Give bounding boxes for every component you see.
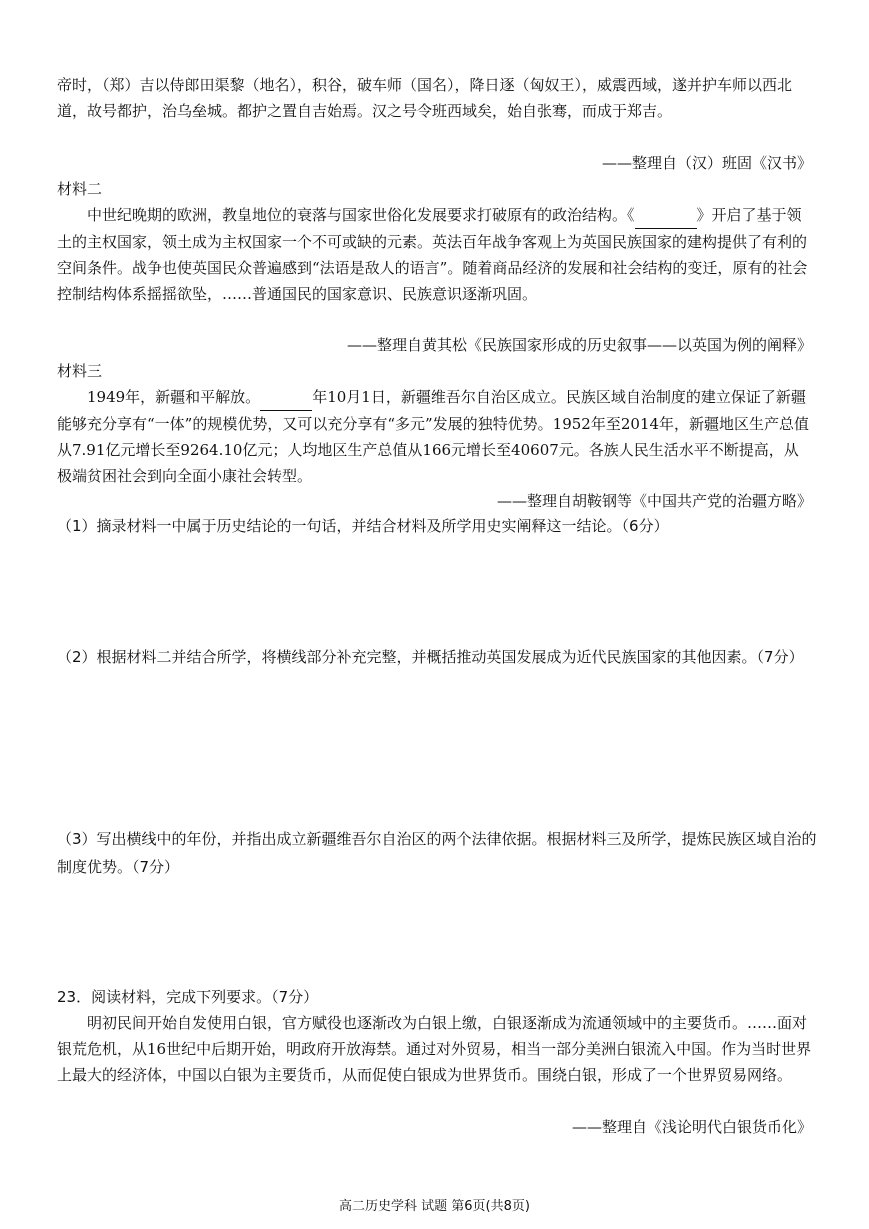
material2-text (57, 202, 812, 307)
material3-text (57, 384, 812, 489)
material1-source: ——整理自（汉）班固《汉书》 (601, 154, 812, 172)
question-2: （2）根据材料二并结合所学，将横线部分补充完整，并概括推动英国发展成为近代民族国家的其他因素。（7分） (57, 648, 804, 666)
material3-text-b: 年10月1日，新疆维吾尔自治区成立。民族区域自治制度的建立保证了新疆能够充分享有“一体”的规模优势，又可以充分享有“多元”发展的独特优势。1952年至2014年，新疆地区生产总值从7.91亿元增长至9264.10亿元；人均地区生产总值从166元增长至40607元。各族人民生活水平不断提高，从极端贫困社会到向全面小康社会转型。 (57, 388, 810, 485)
answer-area-2[interactable] (57, 705, 812, 820)
material2-text-b: 》开启了基于领土的主权国家，领土成为主权国家一个不可或缺的元素。英法百年战争客观上为英国民族国家的建构提供了有利的空间条件。战争也使英国民众普遍感到“法语是敌人的语言”。随着商品经济的发展和社会结构的变迁，原有的社会控制结构体系摇摇欲坠，……普通国民的国家意识、民族意识逐渐巩固。 (57, 206, 808, 303)
material3-source: ——整理自胡鞍钢等《中国共产党的治疆方略》 (496, 492, 812, 510)
fill-blank-line[interactable] (635, 202, 697, 229)
answer-area-1[interactable] (57, 545, 812, 640)
year-blank-line[interactable] (260, 384, 312, 411)
material2-source: ——整理自黄其松《民族国家形成的历史叙事——以英国为例的阐释》 (346, 336, 812, 354)
question-3: （3）写出横线中的年份，并指出成立新疆维吾尔自治区的两个法律依据。根据材料三及所学，提炼民族区域自治的制度优势。（7分） (57, 830, 817, 876)
question-23-heading: 23．阅读材料，完成下列要求。（7分） (57, 988, 319, 1006)
material3-label: 材料三 (57, 362, 103, 380)
material3-text-a: 1949年，新疆和平解放。 (87, 388, 261, 406)
question-1: （1）摘录材料一中属于历史结论的一句话，并结合材料及所学用史实阐释这一结论。（6分） (57, 517, 669, 535)
material2-text-a: 中世纪晚期的欧洲，教皇地位的衰落与国家世俗化发展要求打破原有的政治结构。《 (87, 206, 635, 224)
material2-label: 材料二 (57, 180, 103, 198)
material1-text: 帝时，（郑）吉以侍郎田渠黎（地名），积谷，破车师（国名），降日逐（匈奴王），威震西域，遂并护车师以西北道，故号都护，治乌垒城。都护之置自吉始焉。汉之号令班西域矣，始自张骞，而成于郑吉。 (57, 76, 793, 120)
question-23-source: ——整理自《浅论明代白银货币化》 (571, 1118, 812, 1136)
page-footer: 高二历史学科 试题 第6页(共8页) (339, 1199, 530, 1214)
answer-area-3[interactable] (57, 885, 812, 980)
question-23-material: 明初民间开始自发使用白银，官方赋役也逐渐改为白银上缴，白银逐渐成为流通领域中的主要货币。……面对银荒危机，从16世纪中后期开始，明政府开放海禁。通过对外贸易，相当一部分美洲白银流入中国。作为当时世界上最大的经济体，中国以白银为主要货币，从而促使白银成为世界货币。围绕白银，形成了一个世界贸易网络。 (57, 1014, 812, 1084)
